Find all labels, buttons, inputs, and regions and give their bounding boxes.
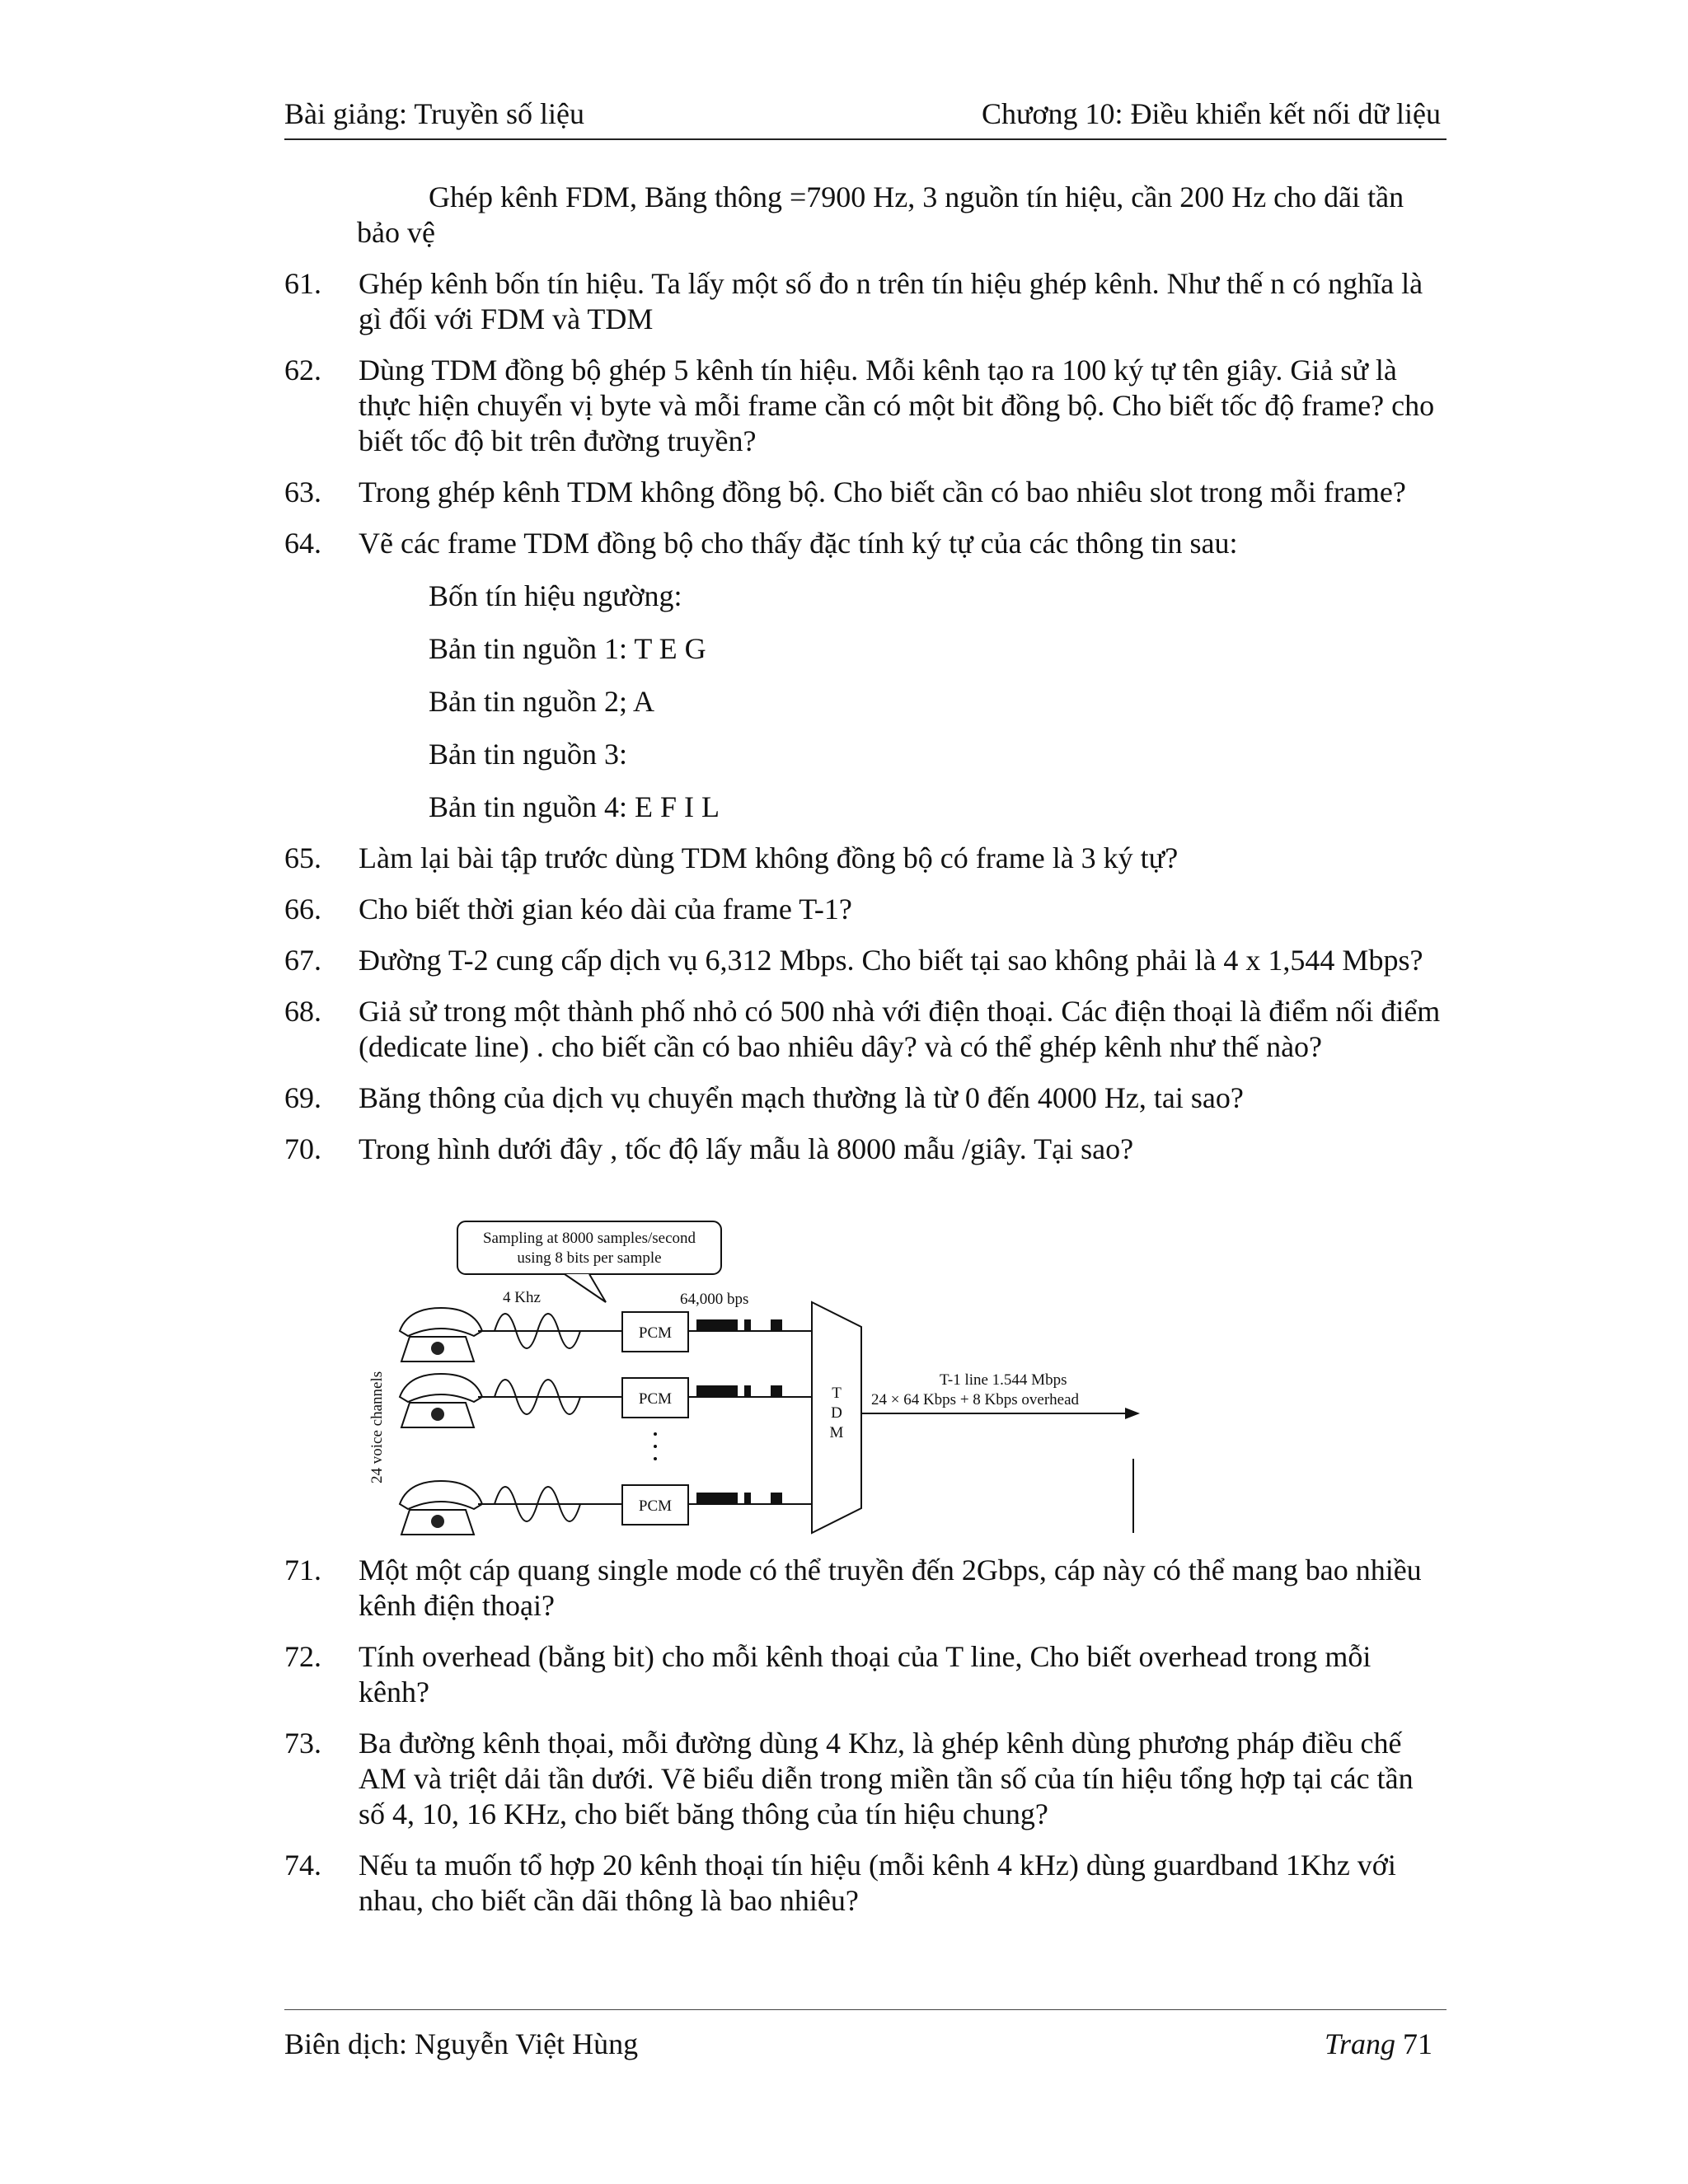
callout-line-1: Sampling at 8000 samples/second	[482, 1230, 696, 1247]
t1-line-label: T-1 line 1.544 Mbps	[940, 1371, 1067, 1389]
question-61	[284, 266, 1447, 337]
intro-line-2: bảo vệ	[357, 216, 435, 249]
page-word: Trang	[1324, 2027, 1395, 2060]
arrow-right-icon	[1125, 1408, 1140, 1419]
question-69	[284, 1080, 1447, 1116]
header-right: Chương 10: Điều khiển kết nối dữ liệu	[982, 97, 1441, 130]
telephone-icon	[400, 1481, 482, 1535]
question-73	[284, 1726, 1447, 1832]
question-number: 71.	[284, 1554, 321, 1586]
bit-block	[696, 1385, 738, 1397]
question-text: Ba đường kênh thọai, mỗi đường dùng 4 Khz, là ghép kênh dùng phương pháp điều chế AM và triệt dải tần dưới. Vẽ biểu diễn trong miền tần số của tín hiệu tổng hợp tại các tần số 4, 10, 16 KHz, cho biết băng thông của tín hiệu chung?	[359, 1727, 1414, 1830]
bit-block	[696, 1319, 738, 1331]
voice-channel-24	[400, 1481, 812, 1535]
question-text: Đường T-2 cung cấp dịch vụ 6,312 Mbps. Cho biết tại sao không phải là 4 x 1,544 Mbps?	[359, 944, 1423, 977]
header-rule	[284, 138, 1447, 140]
question-71	[284, 1553, 1447, 1624]
question-number: 63.	[284, 476, 321, 509]
freq-label: 4 Khz	[503, 1289, 541, 1306]
question-number: 61.	[284, 267, 321, 300]
q64-item: Bản tin nguồn 1: T E G	[429, 632, 706, 665]
bit-block	[771, 1493, 782, 1504]
question-text: Tính overhead (bằng bit) cho mỗi kênh thoại của T line, Cho biết overhead trong mỗi kênh?	[359, 1640, 1372, 1708]
telephone-icon	[400, 1374, 482, 1427]
ellipsis-dot	[654, 1432, 657, 1436]
footer-left: Biên dịch: Nguyễn Việt Hùng	[284, 2027, 639, 2060]
question-number: 64.	[284, 527, 321, 560]
telephone-icon	[400, 1308, 482, 1361]
q64-item: Bản tin nguồn 3:	[429, 738, 627, 771]
question-number: 68.	[284, 995, 321, 1028]
tdm-letter-d: D	[831, 1404, 842, 1422]
question-text: Nếu ta muốn tổ hợp 20 kênh thoại tín hiệu (mỗi kênh 4 kHz) dùng guardband 1Khz với nhau, cho biết cần dãi thông là bao nhiêu?	[359, 1849, 1396, 1917]
side-label: 24 voice channels	[368, 1371, 386, 1483]
header-left: Bài giảng: Truyền số liệu	[284, 97, 585, 130]
page-body	[284, 180, 1447, 1919]
bit-block	[696, 1493, 738, 1504]
question-62	[284, 353, 1447, 459]
callout-pointer	[565, 1274, 606, 1302]
question-number: 73.	[284, 1727, 321, 1760]
q64-item: Bản tin nguồn 2; A	[429, 685, 655, 718]
bit-block	[744, 1493, 751, 1504]
voice-channel-2	[400, 1374, 812, 1427]
question-74	[284, 1848, 1447, 1919]
intro-paragraph	[284, 180, 1447, 251]
intro-line-1: Ghép kênh FDM, Băng thông =7900 Hz, 3 nguồn tín hiệu, cần 200 Hz cho dãi tần	[429, 180, 1404, 213]
question-text: Vẽ các frame TDM đồng bộ cho thấy đặc tính ký tự của các thông tin sau:	[359, 527, 1238, 560]
ellipsis-dot	[654, 1457, 657, 1460]
question-number: 67.	[284, 944, 321, 977]
t1-overhead-label: 24 × 64 Kbps + 8 Kbps overhead	[871, 1391, 1080, 1408]
q64-item: Bốn tín hiệu ngường:	[429, 579, 682, 612]
question-63	[284, 475, 1447, 510]
tdm-letter-t: T	[832, 1385, 842, 1402]
voice-channel-1	[400, 1308, 812, 1361]
question-text: Một một cáp quang single mode có thể truyền đến 2Gbps, cáp này có thể mang bao nhiều kênh điện thoại?	[359, 1554, 1422, 1622]
question-number: 66.	[284, 893, 321, 926]
t1-pcm-tdm-figure	[359, 1212, 1150, 1541]
bit-block	[744, 1385, 751, 1397]
question-text: Trong ghép kênh TDM không đồng bộ. Cho biết cần có bao nhiêu slot trong mỗi frame?	[359, 476, 1406, 509]
question-text: Băng thông của dịch vụ chuyển mạch thường là từ 0 đến 4000 Hz, tai sao?	[359, 1081, 1244, 1114]
question-text: Ghép kênh bốn tín hiệu. Ta lấy một số đo n trên tín hiệu ghép kênh. Như thế n có nghĩa là gì đối với FDM và TDM	[359, 267, 1423, 335]
bit-block	[771, 1319, 782, 1331]
question-number: 62.	[284, 354, 321, 387]
pcm-label: PCM	[638, 1497, 673, 1515]
question-text: Làm lại bài tập trước dùng TDM không đồng bộ có frame là 3 ký tự?	[359, 841, 1179, 874]
bit-block	[744, 1319, 751, 1331]
tdm-letter-m: M	[829, 1424, 844, 1441]
rate-label: 64,000 bps	[680, 1291, 749, 1308]
question-number: 72.	[284, 1640, 321, 1673]
question-72	[284, 1639, 1447, 1710]
figure-svg	[359, 1212, 1150, 1541]
pcm-label: PCM	[638, 1390, 673, 1408]
pcm-label: PCM	[638, 1324, 673, 1342]
question-text: Trong hình dưới đây , tốc độ lấy mẫu là 8000 mẫu /giây. Tại sao?	[359, 1132, 1134, 1165]
question-text: Dùng TDM đồng bộ ghép 5 kênh tín hiệu. Mỗi kênh tạo ra 100 ký tự tên giây. Giả sử là thực hiện chuyển vị byte và mỗi frame cần có một bit đồng bộ. Cho biết tốc độ frame? cho biết tốc độ bit trên đường truyền?	[359, 354, 1435, 457]
question-text: Giả sử trong một thành phố nhỏ có 500 nhà với điện thoại. Các điện thoại là điểm nối điểm (dedicate line) . cho biết cần có bao nhiêu dây? và có thể ghép kênh như thế nào?	[359, 995, 1441, 1063]
question-text: Cho biết thời gian kéo dài của frame T-1?	[359, 893, 852, 926]
callout-line-2: using 8 bits per sample	[517, 1249, 662, 1267]
question-number: 65.	[284, 841, 321, 874]
ellipsis-dot	[654, 1445, 657, 1448]
question-68	[284, 994, 1447, 1065]
question-number: 70.	[284, 1132, 321, 1165]
page-number: 71	[1403, 2027, 1432, 2060]
question-66	[284, 892, 1447, 927]
footer-page	[1325, 2027, 1432, 2060]
question-67	[284, 943, 1447, 978]
bit-block	[771, 1385, 782, 1397]
question-65	[284, 841, 1447, 876]
question-number: 74.	[284, 1849, 321, 1882]
question-64	[284, 526, 1447, 561]
footer-rule	[284, 2009, 1447, 2010]
question-70	[284, 1132, 1447, 1167]
question-number: 69.	[284, 1081, 321, 1114]
q64-item: Bản tin nguồn 4: E F I L	[429, 790, 720, 823]
